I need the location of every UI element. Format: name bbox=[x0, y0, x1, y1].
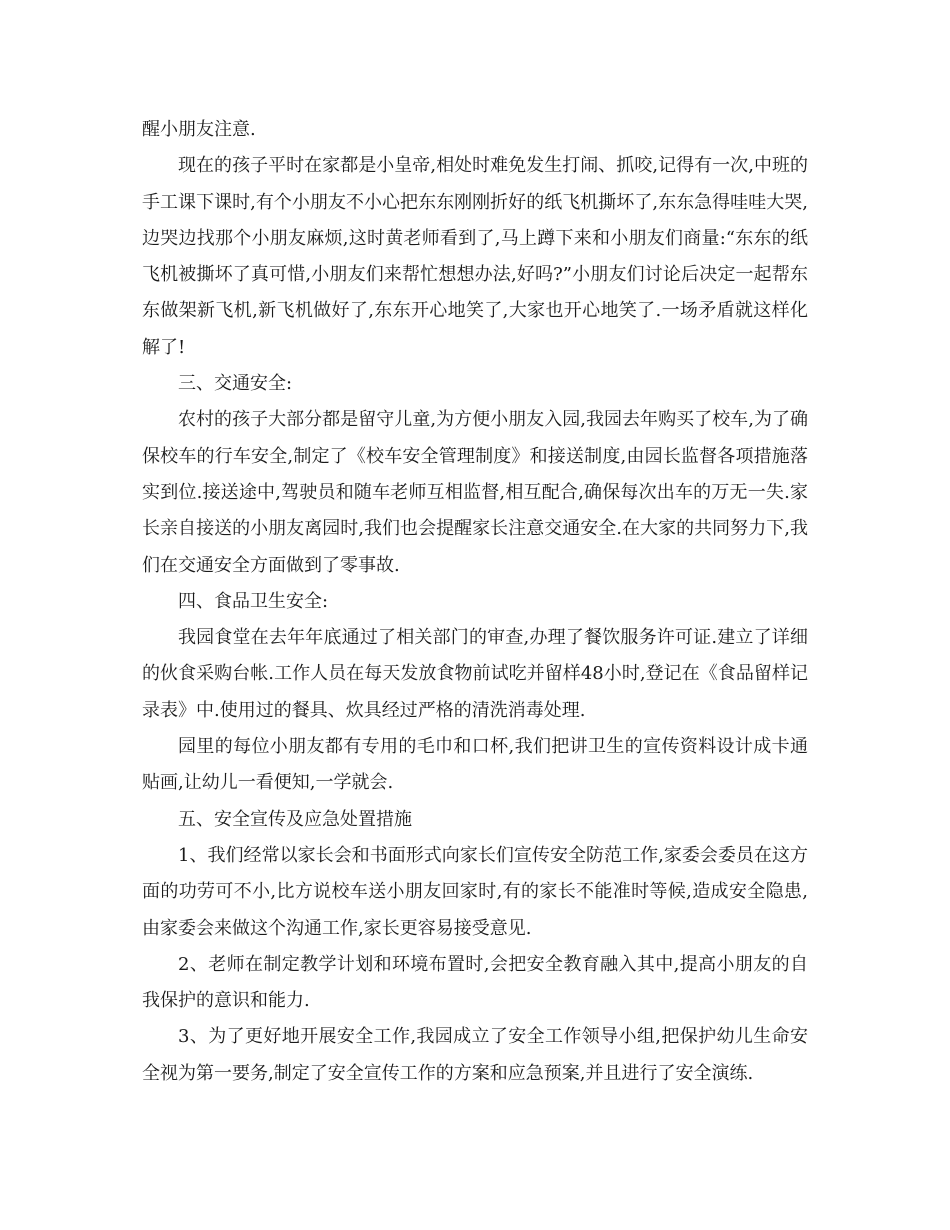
paragraph-item-1: 1、我们经常以家长会和书面形式向家长们宣传安全防范工作,家委会委员在这方面的功劳可不小,比方说校车送小朋友回家时,有的家长不能准时等候,造成安全隐患,由家委会来做这个沟通工作,家长更容易接受意见. bbox=[142, 844, 808, 939]
section-heading-food-safety: 四、食品卫生安全: bbox=[178, 590, 329, 612]
paragraph-food-safety: 我园食堂在去年年底通过了相关部门的审查,办理了餐饮服务许可证.建立了详细的伙食采购台帐.工作人员在每天发放食物前试吃并留样48小时,登记在《食品留样记录表》中.使用过的餐具、炊具经过严格的清洗消毒处理. bbox=[142, 627, 808, 721]
paragraph-item-2: 2、老师在制定教学计划和环境布置时,会把安全教育融入其中,提高小朋友的自我保护的意识和能力. bbox=[142, 953, 808, 1012]
document-body bbox=[142, 112, 808, 1092]
paragraph-hygiene: 园里的每位小朋友都有专用的毛巾和口杯,我们把讲卫生的宣传资料设计成卡通贴画,让幼儿一看便知,一学就会. bbox=[142, 736, 808, 794]
paragraph-conflict-story: 现在的孩子平时在家都是小皇帝,相处时难免发生打闹、抓咬,记得有一次,中班的手工课下课时,有个小朋友不小心把东东刚刚折好的纸飞机撕坏了,东东急得哇哇大哭,边哭边找那个小朋友麻烦,这时黄老师看到了,马上蹲下来和小朋友们商量:“东东的纸飞机被撕坏了真可惜,小朋友们来帮忙想想办法,好吗?”小朋友们讨论后决定一起帮东东做架新飞机,新飞机做好了,东东开心地笑了,大家也开心地笑了.一场矛盾就这样化解了! bbox=[142, 155, 808, 358]
paragraph-item-3: 3、为了更好地开展安全工作,我园成立了安全工作领导小组,把保护幼儿生命安全视为第一要务,制定了安全宣传工作的方案和应急预案,并且进行了安全演练. bbox=[142, 1026, 808, 1084]
section-heading-safety-publicity: 五、安全宣传及应急处置措施 bbox=[178, 808, 412, 830]
paragraph-continuation: 醒小朋友注意. bbox=[142, 119, 256, 140]
paragraph-traffic-safety: 农村的孩子大部分都是留守儿童,为方便小朋友入园,我园去年购买了校车,为了确保校车的行车安全,制定了《校车安全管理制度》和接送制度,由园长监督各项措施落实到位.接送途中,驾驶员和随车老师互相监督,相互配合,确保每次出车的万无一失.家长亲自接送的小朋友离园时,我们也会提醒家长注意交通安全.在大家的共同努力下,我们在交通安全方面做到了零事故. bbox=[142, 409, 808, 576]
section-heading-traffic-safety: 三、交通安全: bbox=[178, 373, 293, 395]
